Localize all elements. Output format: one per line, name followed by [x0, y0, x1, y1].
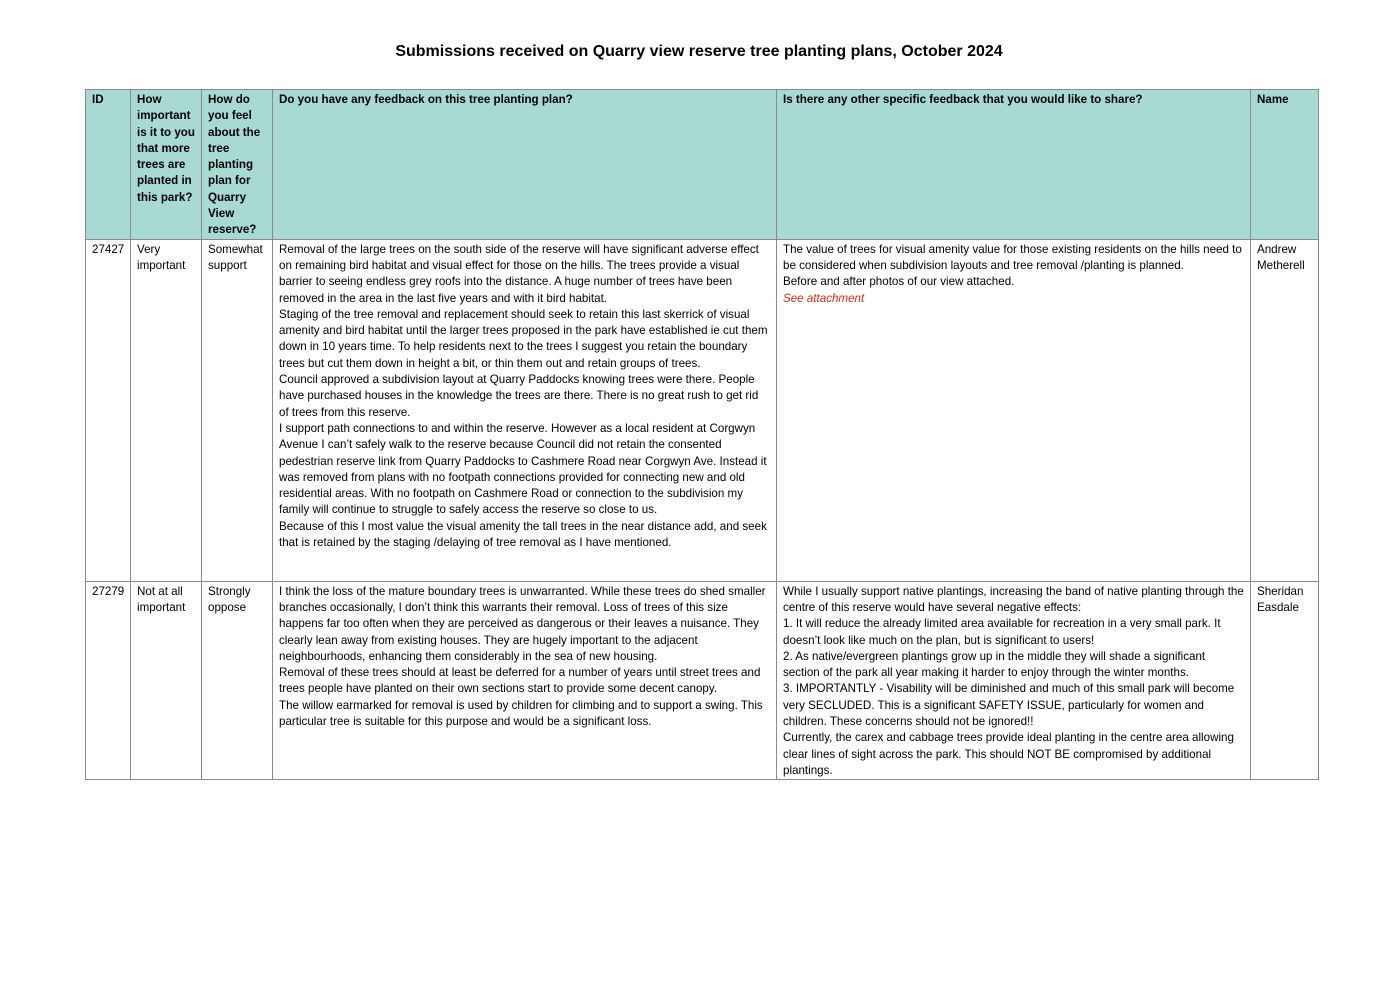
feedback-paragraph: Council approved a subdivision layout at Quarry Paddocks knowing trees were there. People have purchased houses in the knowledge the trees are there. There is no great rush to get rid of trees from this reserve.	[279, 373, 759, 419]
cell-feeling: Somewhat support	[202, 239, 273, 581]
cell-feedback	[273, 581, 777, 780]
document-title: Submissions received on Quarry view reserve tree planting plans, October 2024	[395, 43, 1003, 60]
other-feedback-paragraph: Before and after photos of our view attached.	[783, 275, 1015, 289]
feedback-paragraph: I support path connections to and within the reserve. However as a local resident at Corgwyn Avenue I can’t safely walk to the reserve because Council did not retain the consented pedestrian reserve link from Quarry Paddocks to Cashmere Road near Corgwyn Ave. Instead it was removed from plans with no footpath connections provided for connecting new and old residential areas. With no footpath on Cashmere Road or connection to the subdivision my family will continue to struggle to safely access the reserve so close to us.	[279, 421, 767, 517]
other-feedback-paragraph: While I usually support native plantings, increasing the band of native planting through the centre of this reserve would have several negative effects:	[783, 584, 1244, 614]
cell-feedback	[273, 239, 777, 581]
cell-id: 27279	[86, 581, 131, 780]
header-feeling: How do you feel about the tree planting plan for Quarry View reserve?	[202, 90, 273, 240]
feedback-paragraph: Removal of these trees should at least be deferred for a number of years until street trees and trees people have planted on their own sections start to provide some decent canopy.	[279, 666, 761, 696]
header-name: Name	[1251, 90, 1319, 240]
feedback-paragraph: Staging of the tree removal and replacement should seek to retain this last skerrick of visual amenity and bird habitat until the larger trees proposed in the park have established ie cut them down in 10 years time. To help residents next to the trees I suggest you retain the boundary trees but cut them down in height a bit, or thin them out and retain groups of trees.	[279, 307, 768, 370]
attachment-link[interactable]: See attachment	[783, 291, 865, 305]
cell-name: Sheridan Easdale	[1251, 581, 1319, 780]
cell-name: Andrew Metherell	[1251, 239, 1319, 581]
feedback-paragraph: Removal of the large trees on the south side of the reserve will have significant adverse effect on remaining bird habitat and visual effect for those on the hills. The trees provide a visual barrier to seeing endless grey roofs into the distance. A huge number of trees have been removed in the area in the last five years and with it bird habitat.	[279, 242, 759, 305]
feedback-paragraph: The willow earmarked for removal is used by children for climbing and to support a swing. This particular tree is suitable for this purpose and would be a significant loss.	[279, 698, 763, 729]
header-feedback: Do you have any feedback on this tree planting plan?	[273, 90, 777, 240]
feedback-paragraph: I think the loss of the mature boundary trees is unwarranted. While these trees do shed smaller branches occasionally, I don’t think this warrants their removal. Loss of trees of this size happens far too often when they are perceived as dangerous or their leaves a nuisance. They clearly lean away from existing houses. They are hugely important to the adjacent neighbourhoods, enhancing them considerably in the sea of new housing.	[279, 584, 766, 663]
table-header	[86, 90, 1319, 240]
other-feedback-paragraph: Currently, the carex and cabbage trees provide ideal planting in the centre area allowing clear lines of sight across the park. This should NOT BE compromised by additional plantings.	[783, 731, 1234, 777]
cell-importance: Not at all important	[131, 581, 202, 780]
header-importance: How important is it to you that more trees are planted in this park?	[131, 90, 202, 240]
cell-other-feedback	[777, 239, 1251, 581]
table-row	[86, 581, 1319, 780]
cell-other-feedback	[777, 581, 1251, 780]
header-other-feedback: Is there any other specific feedback that you would like to share?	[777, 90, 1251, 240]
header-row	[86, 90, 1319, 240]
other-feedback-paragraph: 1. It will reduce the already limited area available for recreation in a very small park. It doesn’t look like much on the plan, but is significant to users!	[783, 617, 1221, 647]
table-row	[86, 239, 1319, 581]
other-feedback-paragraph: The value of trees for visual amenity value for those existing residents on the hills need to be considered when subdivision layouts and tree removal /planting is planned.	[783, 242, 1242, 272]
cell-id: 27427	[86, 239, 131, 581]
feedback-paragraph: Because of this I most value the visual amenity the tall trees in the near distance add, and seek that is retained by the staging /delaying of tree removal as I have mentioned.	[279, 519, 767, 550]
submissions-table	[85, 89, 1319, 780]
other-feedback-paragraph: 3. IMPORTANTLY - Visability will be diminished and much of this small park will become very SECLUDED. This is a significant SAFETY ISSUE, particularly for women and children. These concerns should not be ignored!!	[783, 682, 1235, 729]
other-feedback-paragraph: 2. As native/evergreen plantings grow up in the middle they will shade a significant section of the park all year making it harder to enjoy through the winter months.	[783, 649, 1206, 680]
cell-importance: Very important	[131, 239, 202, 581]
cell-feeling: Strongly oppose	[202, 581, 273, 780]
header-id: ID	[86, 90, 131, 240]
